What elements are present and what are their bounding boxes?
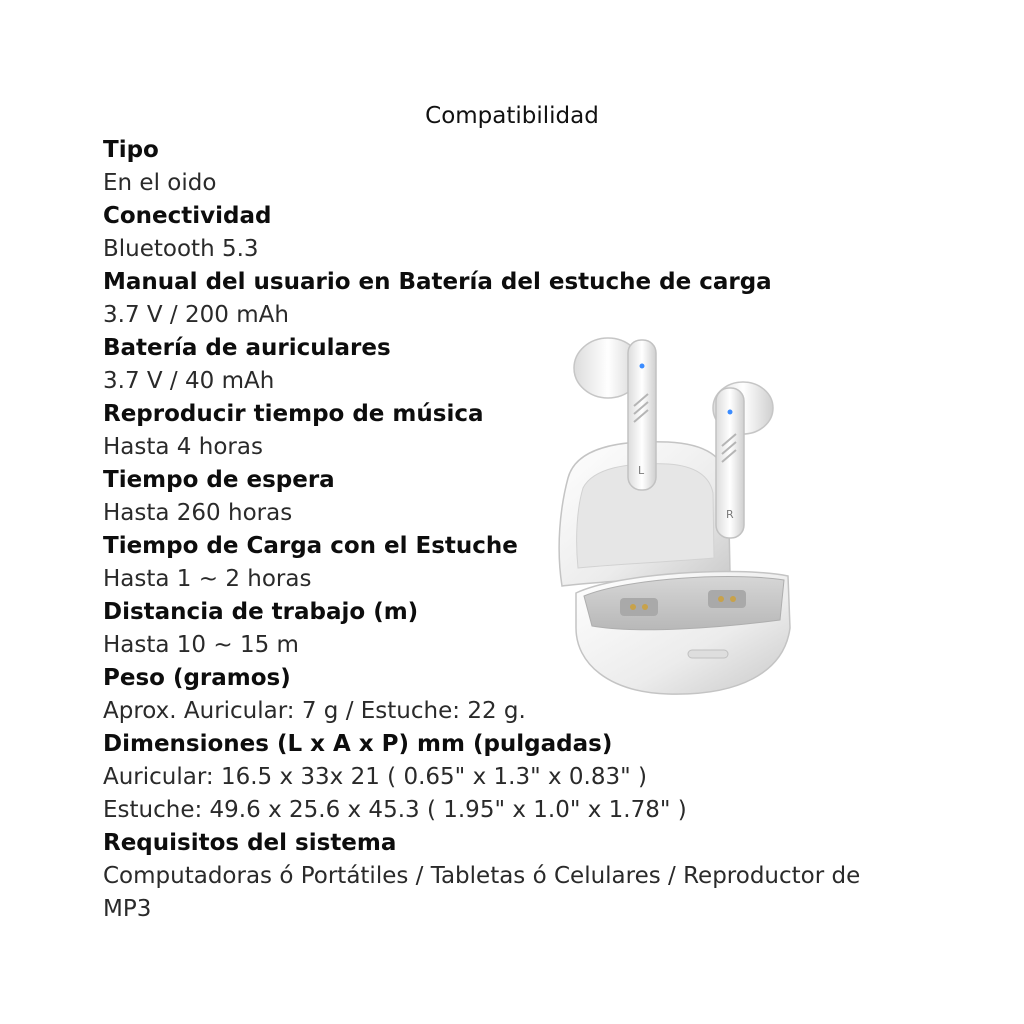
case-button <box>688 650 728 658</box>
charging-pin <box>630 604 636 610</box>
spec-value: Hasta 260 horas <box>103 500 293 526</box>
led-indicator-icon <box>640 364 645 369</box>
spec-value: En el oido <box>103 170 217 196</box>
page-title: Compatibilidad <box>425 103 599 129</box>
spec-label: Dimensiones (L x A x P) mm (pulgadas) <box>103 731 613 757</box>
spec-value: Hasta 4 horas <box>103 434 263 460</box>
spec-label: Tipo <box>103 137 159 163</box>
spec-label: Peso (gramos) <box>103 665 291 691</box>
charging-pin <box>718 596 724 602</box>
charging-pin <box>642 604 648 610</box>
spec-value: Bluetooth 5.3 <box>103 236 259 262</box>
spec-value: Aprox. Auricular: 7 g / Estuche: 22 g. <box>103 698 526 724</box>
spec-value: Computadoras ó Portátiles / Tabletas ó Celulares / Reproductor de MP3 <box>103 863 861 922</box>
spec-label: Distancia de trabajo (m) <box>103 599 419 625</box>
spec-value: Hasta 1 ~ 2 horas <box>103 566 312 592</box>
spec-value: 3.7 V / 40 mAh <box>103 368 275 394</box>
spec-label: Tiempo de Carga con el Estuche <box>103 533 518 559</box>
spec-label: Tiempo de espera <box>103 467 335 493</box>
spec-value: 3.7 V / 200 mAh <box>103 302 289 328</box>
led-indicator-icon <box>728 410 733 415</box>
spec-label: Batería de auriculares <box>103 335 391 361</box>
spec-value: Hasta 10 ~ 15 m <box>103 632 299 658</box>
charging-slot-left <box>620 598 658 616</box>
spec-label: Requisitos del sistema <box>103 830 397 856</box>
charging-pin <box>730 596 736 602</box>
spec-label: Reproducir tiempo de música <box>103 401 484 427</box>
left-marker: L <box>638 464 645 477</box>
right-marker: R <box>726 508 734 521</box>
charging-slot-right <box>708 590 746 608</box>
earbuds-product-image <box>548 328 878 703</box>
spec-value: Auricular: 16.5 x 33x 21 ( 0.65" x 1.3" x 0.83" ) <box>103 764 647 790</box>
spec-label: Conectividad <box>103 203 272 229</box>
spec-label: Manual del usuario en Batería del estuche de carga <box>103 269 772 295</box>
spec-value: Estuche: 49.6 x 25.6 x 45.3 ( 1.95" x 1.0" x 1.78" ) <box>103 797 687 823</box>
